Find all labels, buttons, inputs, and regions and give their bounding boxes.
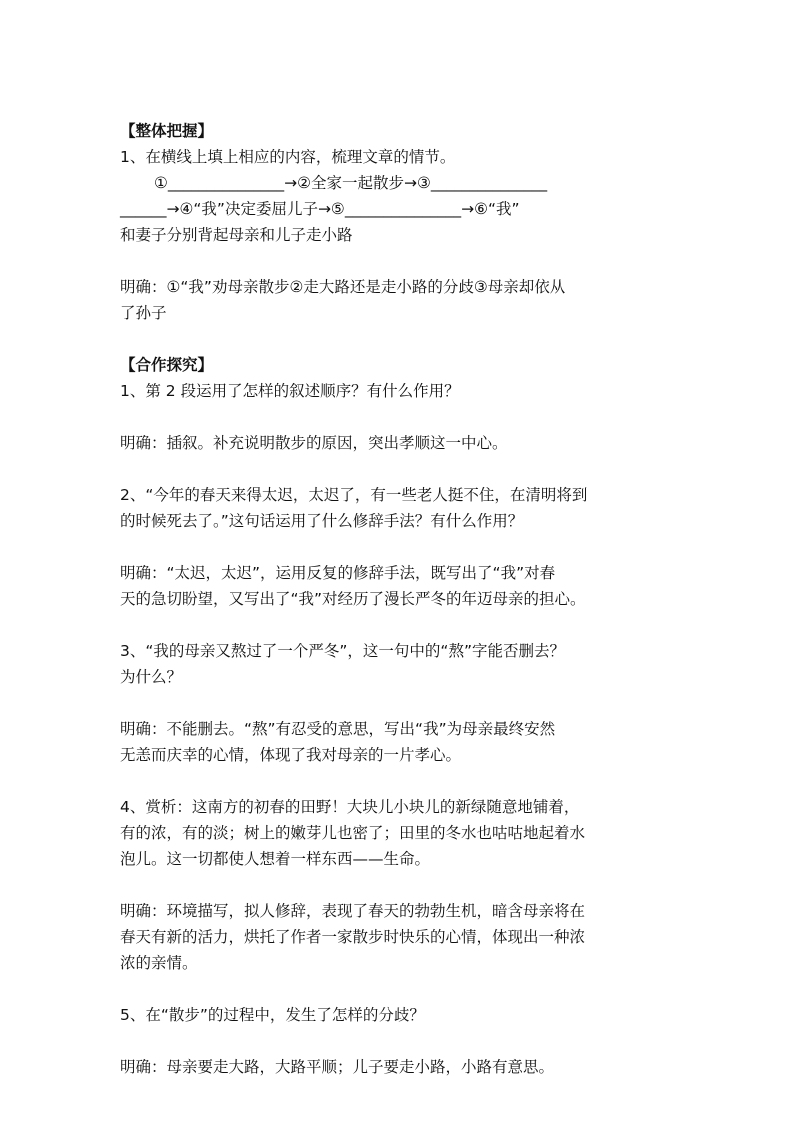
question-1: 1、在横线上填上相应的内容，梳理文章的情节。 bbox=[120, 148, 456, 166]
explore-answer-4-line-1: 明确：环境描写，拟人修辞，表现了春天的勃勃生机，暗含母亲将在 bbox=[120, 902, 586, 920]
explore-answer-3-line-1: 明确：不能删去。“熬”有忍受的意思，写出“我”为母亲最终安然 bbox=[120, 720, 556, 738]
plot-fill-line-1: ①_______________→②全家一起散步→③_______________ bbox=[154, 174, 548, 192]
section-heading-explore: 【合作探究】 bbox=[120, 356, 214, 374]
plot-fill-line-2: ______→④“我”决定委屈儿子→⑤_______________→⑥“我” bbox=[120, 200, 520, 218]
section-heading-overall: 【整体把握】 bbox=[120, 122, 214, 140]
explore-answer-4-line-3: 浓的亲情。 bbox=[120, 954, 198, 972]
document-page bbox=[120, 118, 680, 1080]
explore-question-3-line-1: 3、“我的母亲又熬过了一个严冬”，这一句中的“熬”字能否删去？ bbox=[120, 642, 565, 660]
explore-answer-1: 明确：插叙。补充说明散步的原因，突出孝顺这一中心。 bbox=[120, 434, 508, 452]
explore-answer-3-line-2: 无恙而庆幸的心情，体现了我对母亲的一片孝心。 bbox=[120, 746, 462, 764]
explore-answer-2-line-1: 明确：“太迟，太迟”，运用反复的修辞手法，既写出了“我”对春 bbox=[120, 564, 556, 582]
answer-1-line-1: 明确：①“我”劝母亲散步②走大路还是走小路的分歧③母亲却依从 bbox=[120, 278, 566, 296]
explore-question-4-line-3: 泡儿。这一切都使人想着一样东西——生命。 bbox=[120, 850, 431, 868]
explore-question-5: 5、在“散步”的过程中，发生了怎样的分歧？ bbox=[120, 1006, 425, 1024]
explore-question-1: 1、第 2 段运用了怎样的叙述顺序？有什么作用？ bbox=[120, 382, 460, 400]
explore-question-4-line-1: 4、赏析：这南方的初春的田野！大块儿小块儿的新绿随意地铺着， bbox=[120, 798, 580, 816]
explore-question-2-line-1: 2、“今年的春天来得太迟，太迟了，有一些老人挺不住，在清明将到 bbox=[120, 486, 588, 504]
explore-answer-2-line-2: 天的急切盼望，又写出了“我”对经历了漫长严冬的年迈母亲的担心。 bbox=[120, 590, 586, 608]
answer-1-line-2: 了孙子 bbox=[120, 304, 167, 322]
explore-answer-5: 明确：母亲要走大路，大路平顺；儿子要走小路，小路有意思。 bbox=[120, 1058, 555, 1076]
explore-question-3-line-2: 为什么？ bbox=[120, 668, 183, 686]
plot-fill-line-3: 和妻子分别背起母亲和儿子走小路 bbox=[120, 226, 353, 244]
explore-answer-4-line-2: 春天有新的活力，烘托了作者一家散步时快乐的心情，体现出一种浓 bbox=[120, 928, 586, 946]
explore-question-4-line-2: 有的浓，有的淡；树上的嫩芽儿也密了；田里的冬水也咕咕地起着水 bbox=[120, 824, 586, 842]
explore-question-2-line-2: 的时候死去了。”这句话运用了什么修辞手法？有什么作用？ bbox=[120, 512, 524, 530]
